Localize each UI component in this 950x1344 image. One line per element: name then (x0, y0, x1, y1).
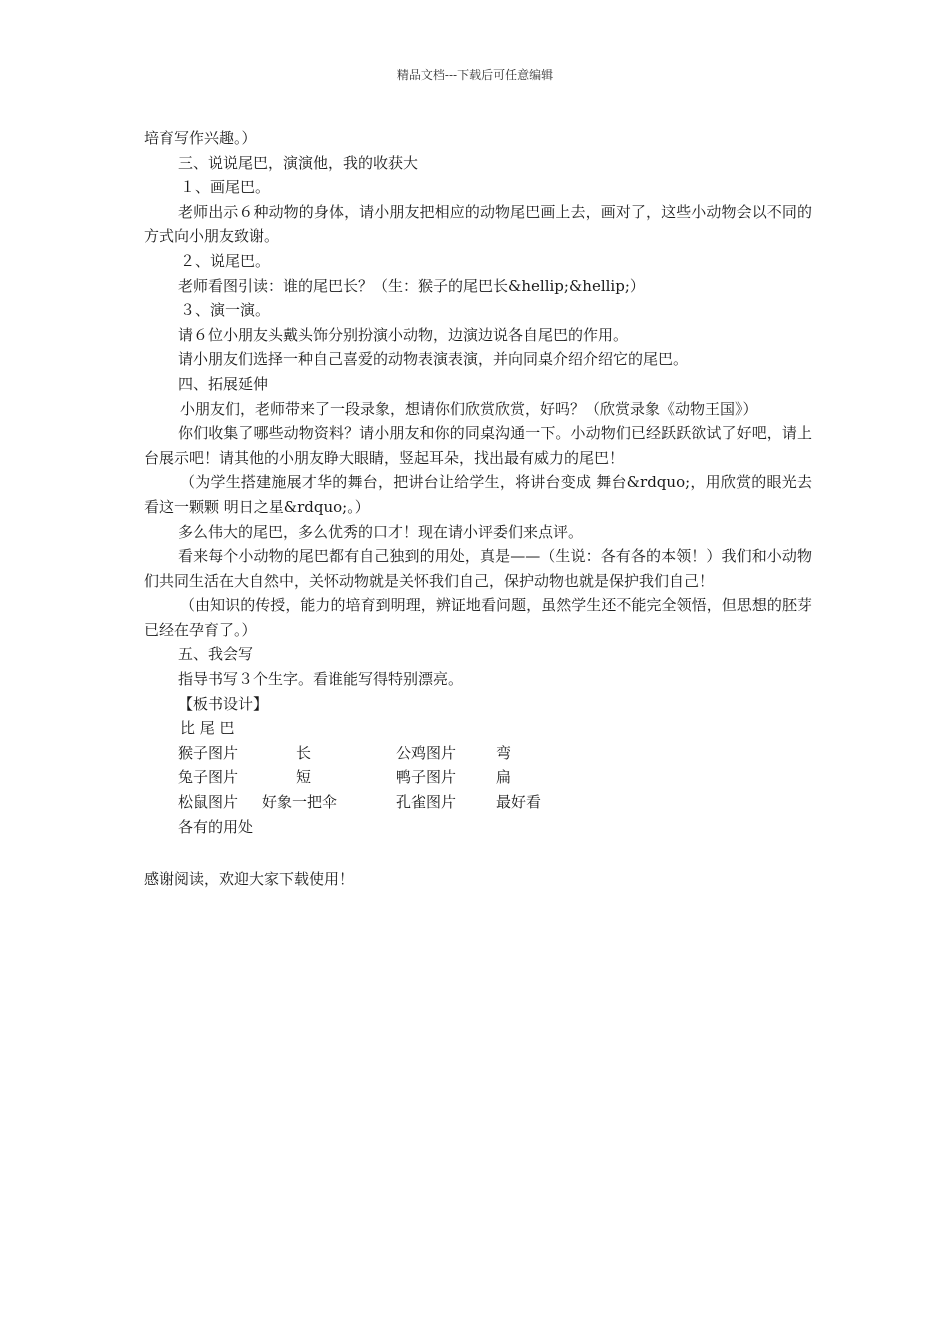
paragraph: 小朋友们，老师带来了一段录象，想请你们欣赏欣赏，好吗？（欣赏录象《动物王国》） (180, 399, 758, 418)
board-cell: 长 (296, 743, 312, 762)
board-row (178, 741, 812, 766)
closing-text: 感谢阅读，欢迎大家下载使用！ (144, 870, 355, 889)
board-cell: 孔雀图片 (396, 793, 457, 812)
board-cell: 扁 (496, 768, 512, 787)
page-header: 精品文档---下载后可任意编辑 (396, 68, 554, 82)
board-cell: 猴子图片 (178, 743, 239, 762)
board-row (178, 765, 812, 790)
paragraph: 多么伟大的尾巴，多么优秀的口才！现在请小评委们来点评。 (178, 522, 584, 541)
paragraph: 你们收集了哪些动物资料？请小朋友和你的同桌沟通一下。小动物们已经跃跃欲试了好吧，请上台展示吧！请其他的小朋友睁大眼睛，竖起耳朵，找出最有威力的尾巴！ (144, 424, 812, 467)
document-body (144, 126, 812, 892)
step-heading: １、画尾巴。 (180, 178, 271, 197)
board-cell: 兔子图片 (178, 768, 239, 787)
board-cell: 鸭子图片 (396, 768, 457, 787)
board-cell: 公鸡图片 (396, 743, 457, 762)
paragraph: （由知识的传授，能力的培育到明理，辨证地看问题，虽然学生还不能完全领悟，但思想的胚芽已经在孕育了。） (144, 596, 812, 639)
paragraph: 请小朋友们选择一种自己喜爱的动物表演表演，并向同桌介绍介绍它的尾巴。 (178, 350, 689, 369)
board-cell: 弯 (496, 743, 512, 762)
paragraph: 老师看图引读：谁的尾巴长？（生：猴子的尾巴长&hellip;&hellip;） (178, 276, 645, 295)
board-design-heading: 【板书设计】 (178, 694, 269, 713)
board-cell: 松鼠图片 (178, 793, 239, 812)
section-heading: 三、说说尾巴，演演他，我的收获大 (178, 153, 419, 172)
paragraph: 看来每个小动物的尾巴都有自己独到的用处，真是——（生说：各有各的本领！）我们和小动物们共同生活在大自然中，关怀动物就是关怀我们自己，保护动物也就是保护我们自己！ (144, 547, 812, 590)
paragraph: 培育写作兴趣。） (144, 129, 257, 147)
paragraph: 指导书写３个生字。看谁能写得特别漂亮。 (178, 670, 464, 689)
board-row (178, 790, 812, 815)
board-cell: 最好看 (496, 793, 542, 812)
board-cell: 好象一把伞 (262, 793, 338, 812)
paragraph: 老师出示６种动物的身体，请小朋友把相应的动物尾巴画上去，画对了，这些小动物会以不同的方式向小朋友致谢。 (144, 202, 812, 246)
board-title: 比 尾 巴 (180, 719, 235, 738)
step-heading: ２、说尾巴。 (180, 251, 271, 270)
section-heading: 五、我会写 (178, 645, 254, 664)
board-cell: 短 (296, 768, 312, 787)
board-footer: 各有的用处 (178, 817, 254, 836)
board-design (178, 716, 812, 839)
step-heading: ３、演一演。 (180, 301, 271, 320)
paragraph: （为学生搭建施展才华的舞台，把讲台让给学生，将讲台变成 舞台&rdquo;，用欣赏的眼光去看这一颗颗 明日之星&rdquo;。） (144, 473, 812, 516)
paragraph: 请６位小朋友头戴头饰分别扮演小动物，边演边说各自尾巴的作用。 (178, 325, 629, 344)
section-heading: 四、拓展延伸 (178, 374, 269, 393)
